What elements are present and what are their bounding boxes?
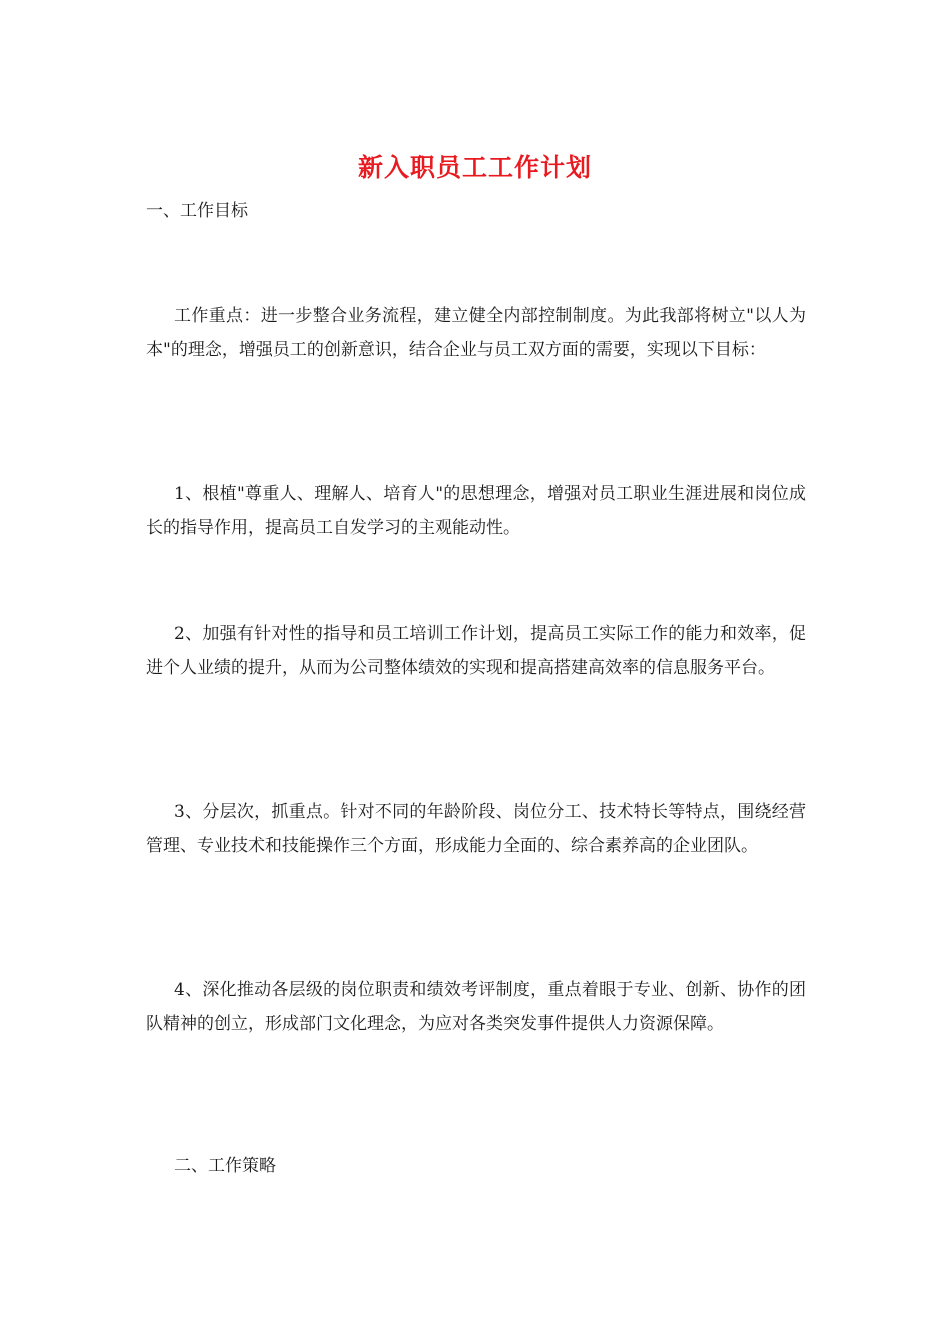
goal-paragraph-1: 1、根植"尊重人、理解人、培育人"的思想理念，增强对员工职业生涯进展和岗位成长的指导作用，提高员工自发学习的主观能动性。 [146,484,806,538]
intro-paragraph: 工作重点：进一步整合业务流程，建立健全内部控制制度。为此我部将树立"以人为本"的理念，增强员工的创新意识，结合企业与员工双方面的需要，实现以下目标： [146,306,806,360]
document-title: 新入职员工工作计划 [357,153,592,182]
goal-paragraph-4: 4、深化推动各层级的岗位职责和绩效考评制度，重点着眼于专业、创新、协作的团队精神的创立，形成部门文化理念，为应对各类突发事件提供人力资源保障。 [146,980,806,1034]
section-heading-goals: 一、工作目标 [146,201,248,221]
section-heading-strategy: 二、工作策略 [174,1156,276,1176]
goal-paragraph-2: 2、加强有针对性的指导和员工培训工作计划，提高员工实际工作的能力和效率，促进个人业绩的提升，从而为公司整体绩效的实现和提高搭建高效率的信息服务平台。 [146,624,806,678]
goal-paragraph-3: 3、分层次，抓重点。针对不同的年龄阶段、岗位分工、技术特长等特点，围绕经营管理、专业技术和技能操作三个方面，形成能力全面的、综合素养高的企业团队。 [146,802,806,856]
